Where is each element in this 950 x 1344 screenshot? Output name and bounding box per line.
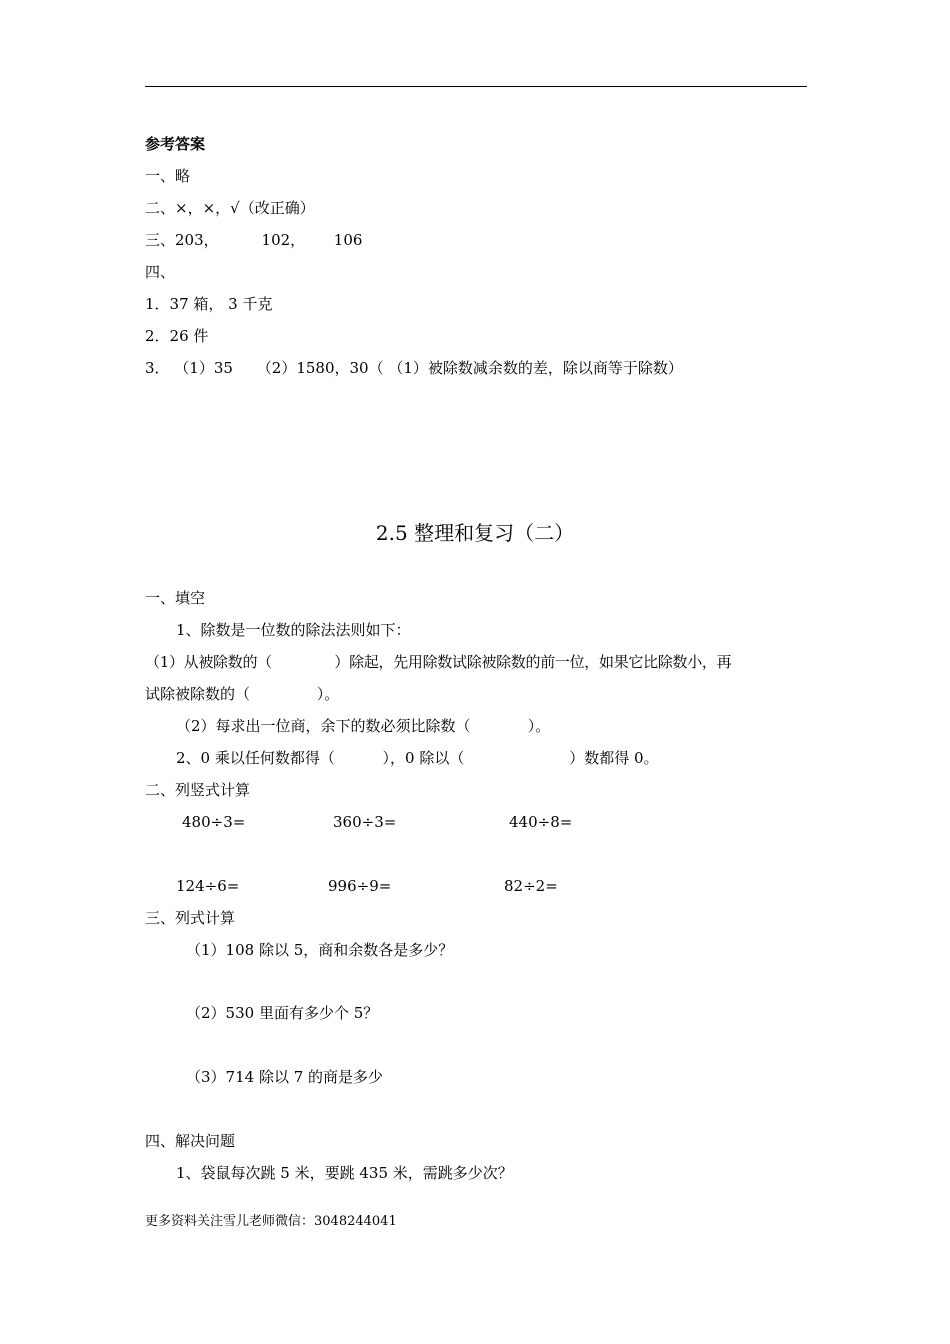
- calc-item: 82÷2=: [504, 877, 558, 895]
- calc-item: 480÷3=: [182, 813, 246, 831]
- answer-line-5: 1．37 箱， 3 千克: [145, 295, 273, 313]
- answer-line-1: 一、略: [145, 167, 191, 185]
- section3-item-3: （3）714 除以 7 的商是多少: [186, 1068, 384, 1086]
- section4-heading: 四、解决问题: [145, 1132, 236, 1150]
- calc-item: 124÷6=: [176, 877, 240, 895]
- answer-line-2: 二、×，×，√（改正确）: [145, 199, 315, 217]
- section3-item-1: （1）108 除以 5，商和余数各是多少？: [186, 941, 454, 959]
- section1-rule1-line1: （1）从被除数的（ ）除起，先用除数试除被除数的前一位，如果它比除数小，再: [145, 653, 732, 671]
- section4-item-1: 1、袋鼠每次跳 5 米，要跳 435 米，需跳多少次？: [176, 1164, 513, 1182]
- section1-q1: 1、除数是一位数的除法法则如下：: [176, 621, 411, 639]
- section1-q2: 2、0 乘以任何数都得（ ），0 除以（ ）数都得 0。: [176, 749, 659, 767]
- calc-item: 360÷3=: [333, 813, 397, 831]
- header-rule: [145, 86, 807, 87]
- footer-text: 更多资料关注雪儿老师微信：3048244041: [145, 1214, 397, 1229]
- section3-item-2: （2）530 里面有多少个 5？: [186, 1004, 379, 1022]
- calc-item: 996÷9=: [328, 877, 392, 895]
- answer-line-7: 3． （1）35 （2）1580，30（ （1）被除数减余数的差，除以商等于除数）: [145, 359, 683, 377]
- section3-heading: 三、列式计算: [145, 909, 236, 927]
- section2-heading: 二、列竖式计算: [145, 781, 251, 799]
- answer-line-3: 三、203， 102， 106: [145, 231, 363, 249]
- section1-rule2: （2）每求出一位商，余下的数必须比除数（ ）。: [176, 717, 551, 735]
- answer-line-4: 四、: [145, 263, 176, 281]
- section1-heading: 一、填空: [145, 589, 206, 607]
- answer-line-6: 2．26 件: [145, 327, 209, 345]
- calc-item: 440÷8=: [509, 813, 573, 831]
- answers-heading: 参考答案: [145, 135, 206, 153]
- section1-rule1-line2: 试除被除数的（ ）。: [145, 685, 340, 703]
- page-title: 2.5 整理和复习（二）: [375, 521, 575, 545]
